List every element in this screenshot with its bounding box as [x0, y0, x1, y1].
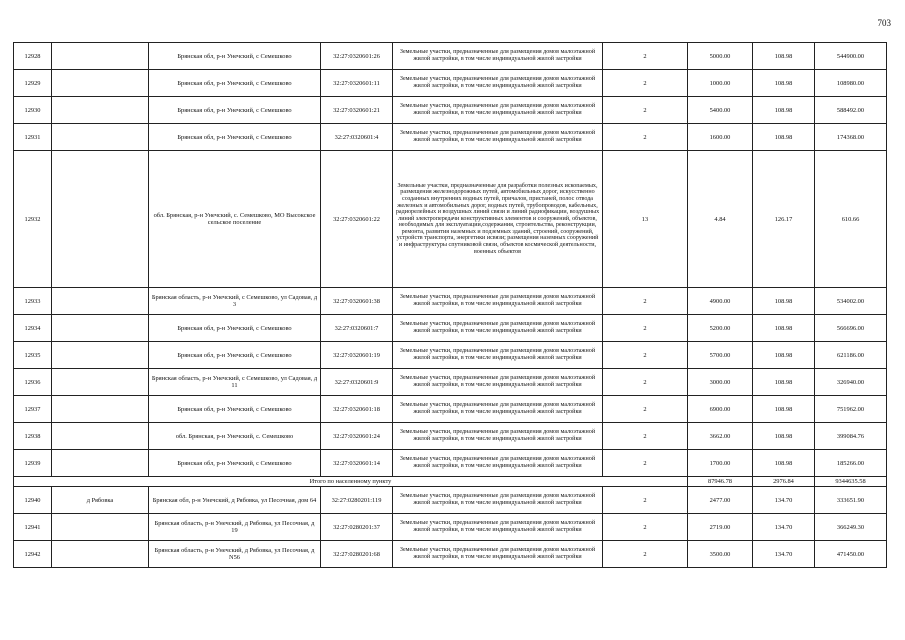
settlement-name	[52, 396, 149, 423]
cadastral-number: 32:27:0320601:11	[321, 70, 393, 97]
table-row	[14, 124, 887, 151]
specific-value-cell: 108.98	[753, 423, 815, 450]
specific-value-cell: 108.98	[753, 124, 815, 151]
row-number: 12942	[14, 541, 52, 568]
specific-value-cell: 134.70	[753, 487, 815, 514]
table-row	[14, 70, 887, 97]
cadastral-value-table	[13, 42, 887, 568]
specific-value-cell: 108.98	[753, 43, 815, 70]
row-number: 12939	[14, 450, 52, 477]
settlement-name	[52, 342, 149, 369]
area-cell: 5400.00	[688, 97, 753, 124]
land-use-group: 2	[603, 450, 688, 477]
row-number: 12934	[14, 315, 52, 342]
table-row	[14, 487, 887, 514]
cadastral-value-cell: 751962.00	[815, 396, 887, 423]
land-use-purpose: Земельные участки, предназначенные для размещения домов малоэтажной жилой застройки, в том числе индивидуальной жилой застройки	[393, 342, 603, 369]
cadastral-number: 32:27:0320601:9	[321, 369, 393, 396]
area-cell: 3662.00	[688, 423, 753, 450]
cadastral-value-cell: 471450.00	[815, 541, 887, 568]
address-cell: Брянская обл, р-н Унечский, с Семешково	[149, 396, 321, 423]
specific-value-cell: 108.98	[753, 288, 815, 315]
specific-value-cell: 108.98	[753, 70, 815, 97]
table-row	[14, 315, 887, 342]
settlement-name	[52, 541, 149, 568]
settlement-name	[52, 315, 149, 342]
land-use-group: 2	[603, 342, 688, 369]
area-cell: 4.84	[688, 151, 753, 288]
area-cell: 1000.00	[688, 70, 753, 97]
cadastral-value-cell: 544900.00	[815, 43, 887, 70]
settlement-name	[52, 450, 149, 477]
address-cell: обл. Брянская, р-н Унечский, с. Семешково	[149, 423, 321, 450]
land-use-purpose: Земельные участки, предназначенные для разработки полезных ископаемых, размещения железнодорожных путей, автомобильных дорог, искусственно созданных внутренних водных путей, причалов, пристаней, полос отвода железных и автомобильных дорог, водных путей, трубопроводов, кабельных, радиорелейных и воздушных линий связи и линий радиофикации, воздушных линий электропередачи конструктивных элементов и сооружений, объектов, необходимых для эксплуатации,содержания, строительства, реконструкции, ремонта, развития наземных и подземных зданий, строений, сооружений, устройств транспорта, энергетики исвязи; размещения наземных сооружений и инфраструктуры спутниковой связи, объектов космической деятельности, военных объектов	[393, 151, 603, 288]
land-use-purpose: Земельные участки, предназначенные для размещения домов малоэтажной жилой застройки, в том числе индивидуальной жилой застройки	[393, 97, 603, 124]
address-cell: Брянская обл, р-н Унечский, с Семешково	[149, 70, 321, 97]
address-cell: Брянская обл, р-н Унечский, с Семешково	[149, 43, 321, 70]
area-cell: 2477.00	[688, 487, 753, 514]
land-use-group: 2	[603, 423, 688, 450]
table-row	[14, 43, 887, 70]
row-number: 12935	[14, 342, 52, 369]
row-number: 12930	[14, 97, 52, 124]
cadastral-value-cell: 610.66	[815, 151, 887, 288]
land-use-purpose: Земельные участки, предназначенные для размещения домов малоэтажной жилой застройки, в том числе индивидуальной жилой застройки	[393, 43, 603, 70]
row-number: 12937	[14, 396, 52, 423]
cadastral-number: 32:27:0320601:22	[321, 151, 393, 288]
settlement-name	[52, 369, 149, 396]
settlement-name	[52, 288, 149, 315]
row-number: 12932	[14, 151, 52, 288]
settlement-name	[52, 43, 149, 70]
area-cell: 5000.00	[688, 43, 753, 70]
settlement-name	[52, 151, 149, 288]
cadastral-number: 32:27:0320601:4	[321, 124, 393, 151]
total-area: 87946.78	[688, 477, 753, 487]
specific-value-cell: 126.17	[753, 151, 815, 288]
total-rate: 2976.84	[753, 477, 815, 487]
settlement-name	[52, 124, 149, 151]
table-row	[14, 423, 887, 450]
total-label: Итого по населенному пункту	[14, 477, 688, 487]
area-cell: 4900.00	[688, 288, 753, 315]
land-use-purpose: Земельные участки, предназначенные для размещения домов малоэтажной жилой застройки, в том числе индивидуальной жилой застройки	[393, 396, 603, 423]
table-row	[14, 369, 887, 396]
table-row	[14, 288, 887, 315]
land-use-group: 2	[603, 315, 688, 342]
land-use-purpose: Земельные участки, предназначенные для размещения домов малоэтажной жилой застройки, в том числе индивидуальной жилой застройки	[393, 423, 603, 450]
land-use-purpose: Земельные участки, предназначенные для размещения домов малоэтажной жилой застройки, в том числе индивидуальной жилой застройки	[393, 70, 603, 97]
row-number: 12928	[14, 43, 52, 70]
land-use-group: 2	[603, 70, 688, 97]
area-cell: 1700.00	[688, 450, 753, 477]
table-row	[14, 450, 887, 477]
cadastral-value-cell: 333651.90	[815, 487, 887, 514]
total-value: 9344635.58	[815, 477, 887, 487]
land-use-purpose: Земельные участки, предназначенные для размещения домов малоэтажной жилой застройки, в том числе индивидуальной жилой застройки	[393, 124, 603, 151]
address-cell: Брянская область, р-н Унечский, с Семешково, ул Садовая, д 11	[149, 369, 321, 396]
table-row	[14, 342, 887, 369]
table-row	[14, 396, 887, 423]
cadastral-value-cell: 366249.30	[815, 514, 887, 541]
cadastral-number: 32:27:0320601:18	[321, 396, 393, 423]
settlement-name	[52, 70, 149, 97]
cadastral-value-cell: 174368.00	[815, 124, 887, 151]
cadastral-number: 32:27:0280201:119	[321, 487, 393, 514]
page-number: 703	[877, 18, 891, 28]
specific-value-cell: 134.70	[753, 514, 815, 541]
row-number: 12940	[14, 487, 52, 514]
address-cell: Брянская обл, р-н Унечский, с Семешково	[149, 124, 321, 151]
land-use-group: 2	[603, 541, 688, 568]
cadastral-number: 32:27:0320601:26	[321, 43, 393, 70]
settlement-total-row	[14, 477, 887, 487]
specific-value-cell: 108.98	[753, 450, 815, 477]
table-row	[14, 151, 887, 288]
address-cell: Брянская область, р-н Унечский, с Семешково, ул Садовая, д 3	[149, 288, 321, 315]
row-number: 12931	[14, 124, 52, 151]
table-row	[14, 514, 887, 541]
cadastral-number: 32:27:0320601:21	[321, 97, 393, 124]
table-row	[14, 97, 887, 124]
settlement-name: д Рябовка	[52, 487, 149, 514]
cadastral-number: 32:27:0320601:19	[321, 342, 393, 369]
cadastral-number: 32:27:0280201:68	[321, 541, 393, 568]
address-cell: Брянская обл, р-н Унечский, с Семешково	[149, 342, 321, 369]
land-use-purpose: Земельные участки, предназначенные для размещения домов малоэтажной жилой застройки, в том числе индивидуальной жилой застройки	[393, 369, 603, 396]
land-use-group: 2	[603, 369, 688, 396]
area-cell: 5200.00	[688, 315, 753, 342]
address-cell: обл. Брянская, р-н Унечский, с. Семешково, МО Высокское сельское поселение	[149, 151, 321, 288]
settlement-name	[52, 423, 149, 450]
area-cell: 1600.00	[688, 124, 753, 151]
area-cell: 3500.00	[688, 541, 753, 568]
address-cell: Брянская область, р-н Унечский, д Рябовка, ул Песочная, д N56	[149, 541, 321, 568]
area-cell: 6900.00	[688, 396, 753, 423]
cadastral-number: 32:27:0320601:7	[321, 315, 393, 342]
cadastral-number: 32:27:0280201:37	[321, 514, 393, 541]
land-use-group: 2	[603, 124, 688, 151]
cadastral-value-cell: 326940.00	[815, 369, 887, 396]
specific-value-cell: 108.98	[753, 396, 815, 423]
land-use-group: 2	[603, 396, 688, 423]
table-body	[14, 43, 887, 568]
land-use-group: 2	[603, 288, 688, 315]
land-use-group: 2	[603, 487, 688, 514]
address-cell: Брянская область, р-н Унечский, д Рябовка, ул Песочная, д 19	[149, 514, 321, 541]
table-row	[14, 541, 887, 568]
area-cell: 5700.00	[688, 342, 753, 369]
row-number: 12933	[14, 288, 52, 315]
specific-value-cell: 108.98	[753, 342, 815, 369]
land-use-group: 2	[603, 514, 688, 541]
cadastral-value-cell: 108980.00	[815, 70, 887, 97]
row-number: 12938	[14, 423, 52, 450]
cadastral-number: 32:27:0320601:24	[321, 423, 393, 450]
cadastral-value-cell: 185266.00	[815, 450, 887, 477]
land-use-group: 13	[603, 151, 688, 288]
address-cell: Брянская обл, р-н Унечский, д Рябовка, ул Песочная, дом 64	[149, 487, 321, 514]
land-use-purpose: Земельные участки, предназначенные для размещения домов малоэтажной жилой застройки, в том числе индивидуальной жилой застройки	[393, 487, 603, 514]
cadastral-value-cell: 534002.00	[815, 288, 887, 315]
specific-value-cell: 134.70	[753, 541, 815, 568]
address-cell: Брянская обл, р-н Унечский, с Семешково	[149, 450, 321, 477]
area-cell: 3000.00	[688, 369, 753, 396]
specific-value-cell: 108.98	[753, 369, 815, 396]
land-use-purpose: Земельные участки, предназначенные для размещения домов малоэтажной жилой застройки, в том числе индивидуальной жилой застройки	[393, 541, 603, 568]
address-cell: Брянская обл, р-н Унечский, с Семешково	[149, 315, 321, 342]
cadastral-number: 32:27:0320601:14	[321, 450, 393, 477]
settlement-name	[52, 97, 149, 124]
cadastral-number: 32:27:0320601:38	[321, 288, 393, 315]
land-use-group: 2	[603, 43, 688, 70]
cadastral-value-cell: 399084.76	[815, 423, 887, 450]
cadastral-value-cell: 588492.00	[815, 97, 887, 124]
land-use-purpose: Земельные участки, предназначенные для размещения домов малоэтажной жилой застройки, в том числе индивидуальной жилой застройки	[393, 315, 603, 342]
row-number: 12936	[14, 369, 52, 396]
area-cell: 2719.00	[688, 514, 753, 541]
settlement-name	[52, 514, 149, 541]
address-cell: Брянская обл, р-н Унечский, с Семешково	[149, 97, 321, 124]
specific-value-cell: 108.98	[753, 315, 815, 342]
specific-value-cell: 108.98	[753, 97, 815, 124]
land-use-group: 2	[603, 97, 688, 124]
land-use-purpose: Земельные участки, предназначенные для размещения домов малоэтажной жилой застройки, в том числе индивидуальной жилой застройки	[393, 514, 603, 541]
cadastral-value-cell: 566696.00	[815, 315, 887, 342]
row-number: 12929	[14, 70, 52, 97]
row-number: 12941	[14, 514, 52, 541]
land-use-purpose: Земельные участки, предназначенные для размещения домов малоэтажной жилой застройки, в том числе индивидуальной жилой застройки	[393, 288, 603, 315]
cadastral-value-cell: 621186.00	[815, 342, 887, 369]
land-use-purpose: Земельные участки, предназначенные для размещения домов малоэтажной жилой застройки, в том числе индивидуальной жилой застройки	[393, 450, 603, 477]
